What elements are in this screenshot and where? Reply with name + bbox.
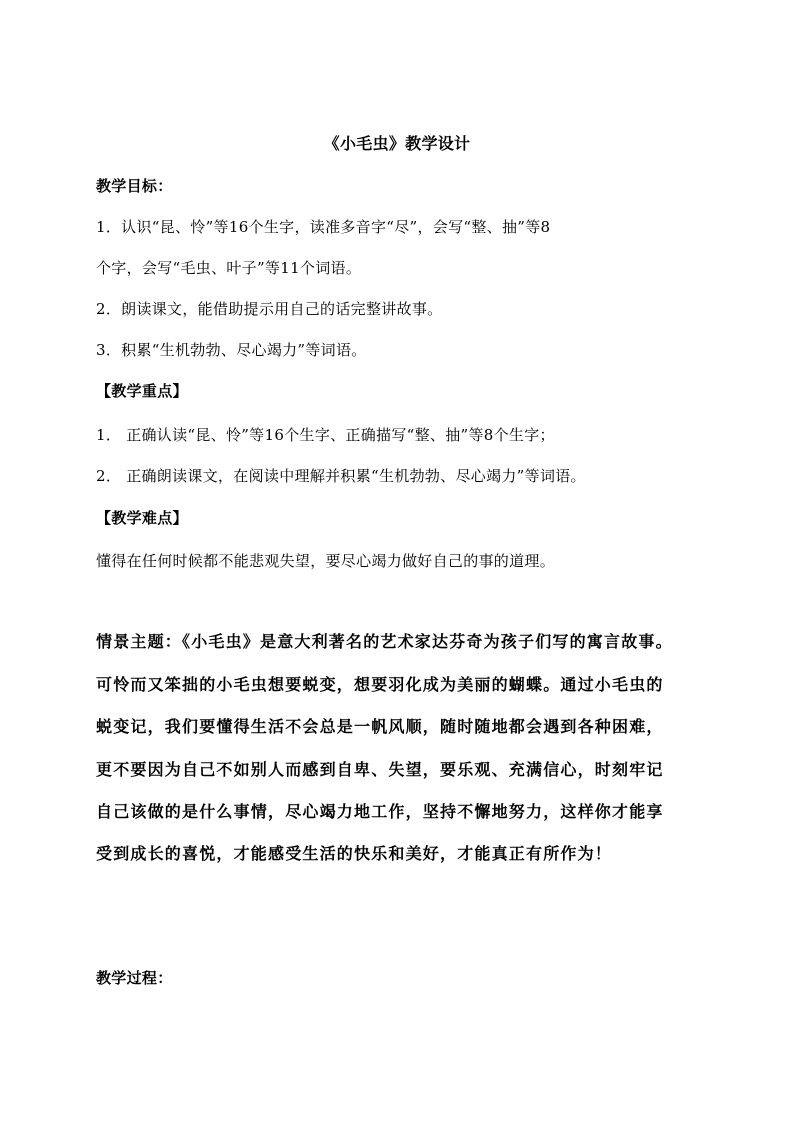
- objective-line: 个字，会写“毛虫、叶子”等11个词语。: [96, 259, 362, 277]
- theme-line: 受到成长的喜悦，才能感受生活的快乐和美好，才能真正有所作为！: [96, 844, 613, 863]
- key-point-line: 2． 正确朗读课文，在阅读中理解并积累“生机勃勃、尽心竭力”等词语。: [96, 467, 586, 485]
- objective-line: 1．认识“昆、怜”等16个生字，读准多音字“尽”，会写“整、抽”等8: [96, 218, 551, 236]
- process-heading: 教学过程：: [96, 969, 173, 987]
- page-title: 《小毛虫》教学设计: [323, 134, 471, 153]
- key-points-heading: 【教学重点】: [96, 382, 188, 400]
- difficulty-heading: 【教学难点】: [96, 509, 188, 527]
- objective-line: 3．积累“生机勃勃、尽心竭力”等词语。: [96, 341, 367, 359]
- theme-line: 自己该做的是什么事情，尽心竭力地工作，坚持不懈地努力，这样你才能享: [96, 802, 664, 821]
- key-point-line: 1． 正确认读“昆、怜”等16个生字、正确描写“整、抽”等8个生字；: [96, 426, 555, 444]
- theme-line: 更不要因为自己不如别人而感到自卑、失望，要乐观、充满信心，时刻牢记: [96, 760, 664, 779]
- objectives-heading: 教学目标：: [96, 177, 173, 195]
- theme-line: 蜕变记，我们要懂得生活不会总是一帆风顺，随时随地都会遇到各种困难，: [96, 717, 664, 736]
- difficulty-text: 懂得在任何时候都不能悲观失望，要尽心竭力做好自己的事的道理。: [96, 552, 556, 570]
- objective-line: 2．朗读课文，能借助提示用自己的话完整讲故事。: [96, 300, 443, 318]
- theme-line: 可怜而又笨拙的小毛虫想要蜕变，想要羽化成为美丽的蝴蝶。通过小毛虫的: [96, 675, 664, 694]
- theme-line: 情景主题：《小毛虫》是意大利著名的艺术家达芬奇为孩子们写的寓言故事。: [96, 632, 673, 651]
